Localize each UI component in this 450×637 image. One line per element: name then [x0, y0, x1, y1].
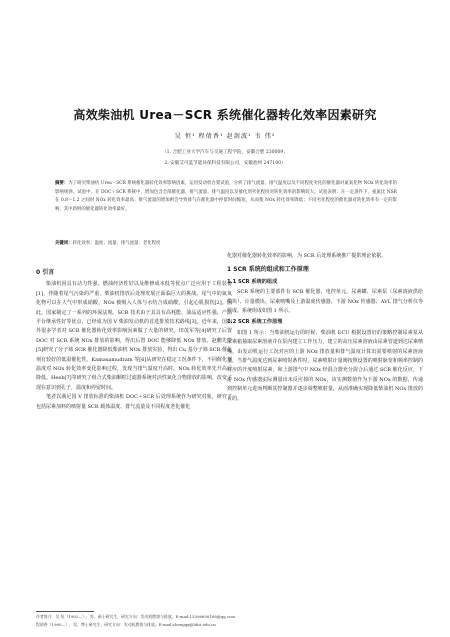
footnote-author-1: 作者简介：吴 恒（1992—），男，硕士研究生，研究方向：发动机燃烧与排放。E-mail:15596698168@qq.com [36, 614, 236, 619]
keywords-text: 转化效率；温度；流量；排气流量；老化程度 [72, 241, 161, 246]
affiliation-2: 2. 安徽艾可蓝节能环保科技有限公司，安徽池州 247100） [164, 161, 286, 166]
footnote-author-2: 程倩香（1960—），男，博士研究生，研究方向：发动机燃烧与排放。E-mail:chengqx@hfut.edu.cn [36, 622, 216, 627]
left-column [36, 264, 232, 412]
keywords-label: 关键词： [55, 241, 73, 246]
intro-paragraph-2: 笔者以满足国 V 排放标准的柴油机 DOC＋SCR 后处理系统作为研究对象，研究了包括尿素加料的喷射量 SCR 载体温度、排气流量及不同程度老化催化 [36, 394, 232, 410]
abstract [55, 180, 397, 214]
paragraph-1-2: 如图 1 所示：当柴油机运行的时候，柴油机 ECU 根据设置好的策略控制尿素泵从尿素箱抽取尿素溶液并在泵内建立工作压力，建立的高压尿素溶液由尿素管道到达尿素喷嘴，由发动机运行工况对应的上游 NOx 排放量和排气温度计算出需要喷射的尿素溶液量，当排气温度达到尿素喷射条件时，尿素喷射计量阀按照设置的喷射脉宽和频率控制的对应的开度喷射尿素，和上游排气中 NOx 经混合器充分混合后通过 SCR 催化反应，下游 NOx 传感器实际测量出未反应掉的 NOx，该实测数值作为下游 NOx 的数据，传递到控制单元进而判断其控制器并逐步调整喷射量，从而准确实现降低柴油机 NOx 排放的目的。 [227, 329, 423, 402]
footnote-divider [36, 611, 94, 612]
subsection-heading-1-1: 1.1 SCR 系统的组成 [227, 278, 278, 285]
section-heading-1: 1 SCR 系统的组成和工作原理 [227, 266, 309, 274]
intro-paragraph-continued: 化器对催化器转化效率的影响，为 SCR 后处理系统推广提供理论依据。 [227, 253, 387, 259]
keywords [55, 240, 397, 246]
section-heading-intro: 0 引言 [36, 269, 55, 276]
affiliation-1: （1. 合肥工业大学汽车与交通工程学院，安徽合肥 230009； [162, 150, 288, 155]
subsection-heading-1-2: 1.2 SCR 系统工作原理 [227, 319, 283, 326]
intro-paragraph-1: 柴油机因具有动力性强、燃油经济性好以及维修成本低等优点广泛应用于工程装备[1]，伴随着尾气污染的严重，柴油机排放后处理发展正面临巨大的挑战。尾气中的氮氧化物可以在大气中形成硝酸，NOx 被吸入人体与水结合成硝酸，引起心肌损伤[2]。因此，国家制定了一系列的环保法规。SCR 技术由于其具有高耗能、油品适应性强、产品平台继承性好等优点，已经成为国 V 柴油发动机的首选排放技术路线[3]。近年来，国内外很多学者对 SCR 催化器转化效率影响因素做了大量的研究。田茂军等[4]研究了后置 DOC 对 SCR 系统 NOx 排放的影响，得出后置 DOC 能够降低 NOx 排放。赵鹏先等[5]研究了分子筛 SCR 催化器降低柴油机 NOx 排放实验，得出 Cu 基分子筛 SCR 催化剂有较好的低温催化性。Kamasamudram 等[6]从研究在稳定工况条件下，不同催化剂温度对 NOx 转化效率变化影响过程，发现当排气温度升高时，NOx 转化效率先升高后降低。Heeb[7]等研究了组合式柴油颗粒过滤器系统对活性氮化合物排放的影响，改变了现在意识到孔子，温度和停留时间。 [36, 281, 232, 391]
paper-title: 高效柴油机 Urea－SCR 系统催化器转化效率因素研究 [73, 108, 377, 122]
right-column [227, 252, 423, 404]
abstract-label: 摘要： [55, 181, 69, 186]
abstract-text: 为了研究柴油机 Urea－SCR 系统催化器转化效率影响因素，运用发动机台架试验，分析了排气流量、排气温度以及不同程度劣化的催化器对氮氧化物 NOx 转化效率的影响规律。试验中，在 DOC＋SCR 系统中，增加包含全部催化器，排气流量、排气温度以及催化剂劣化程度对转化效率的影响较大。试验表明：在一定条件下，氨氮比 NSR 在 0.8～1.2 之间时 NOx 转化效率最高；排气流量的增加则会导致排气在催化器中停留时间缩短，从而使 NOx 转化效率降低；不同劣化程度的催化器对转化效率有一定的影响，其中新鲜的催化器转化效率最好。 [55, 181, 397, 212]
authors: 吴 恒¹ 程倩香¹ 赵剑波¹ 韦 伟² [174, 133, 276, 140]
paragraph-1-1: SCR 系统的主要部件有 SCR 催化器、电控单元、尿素罐、尿素泵（尿素溶液供给模块）、计量模块、尿素喷嘴及上游温度传感器、下游 NOx 传感器、AVL 排气分析仪等组成。系统组成如图 1 所示。 [227, 289, 423, 315]
